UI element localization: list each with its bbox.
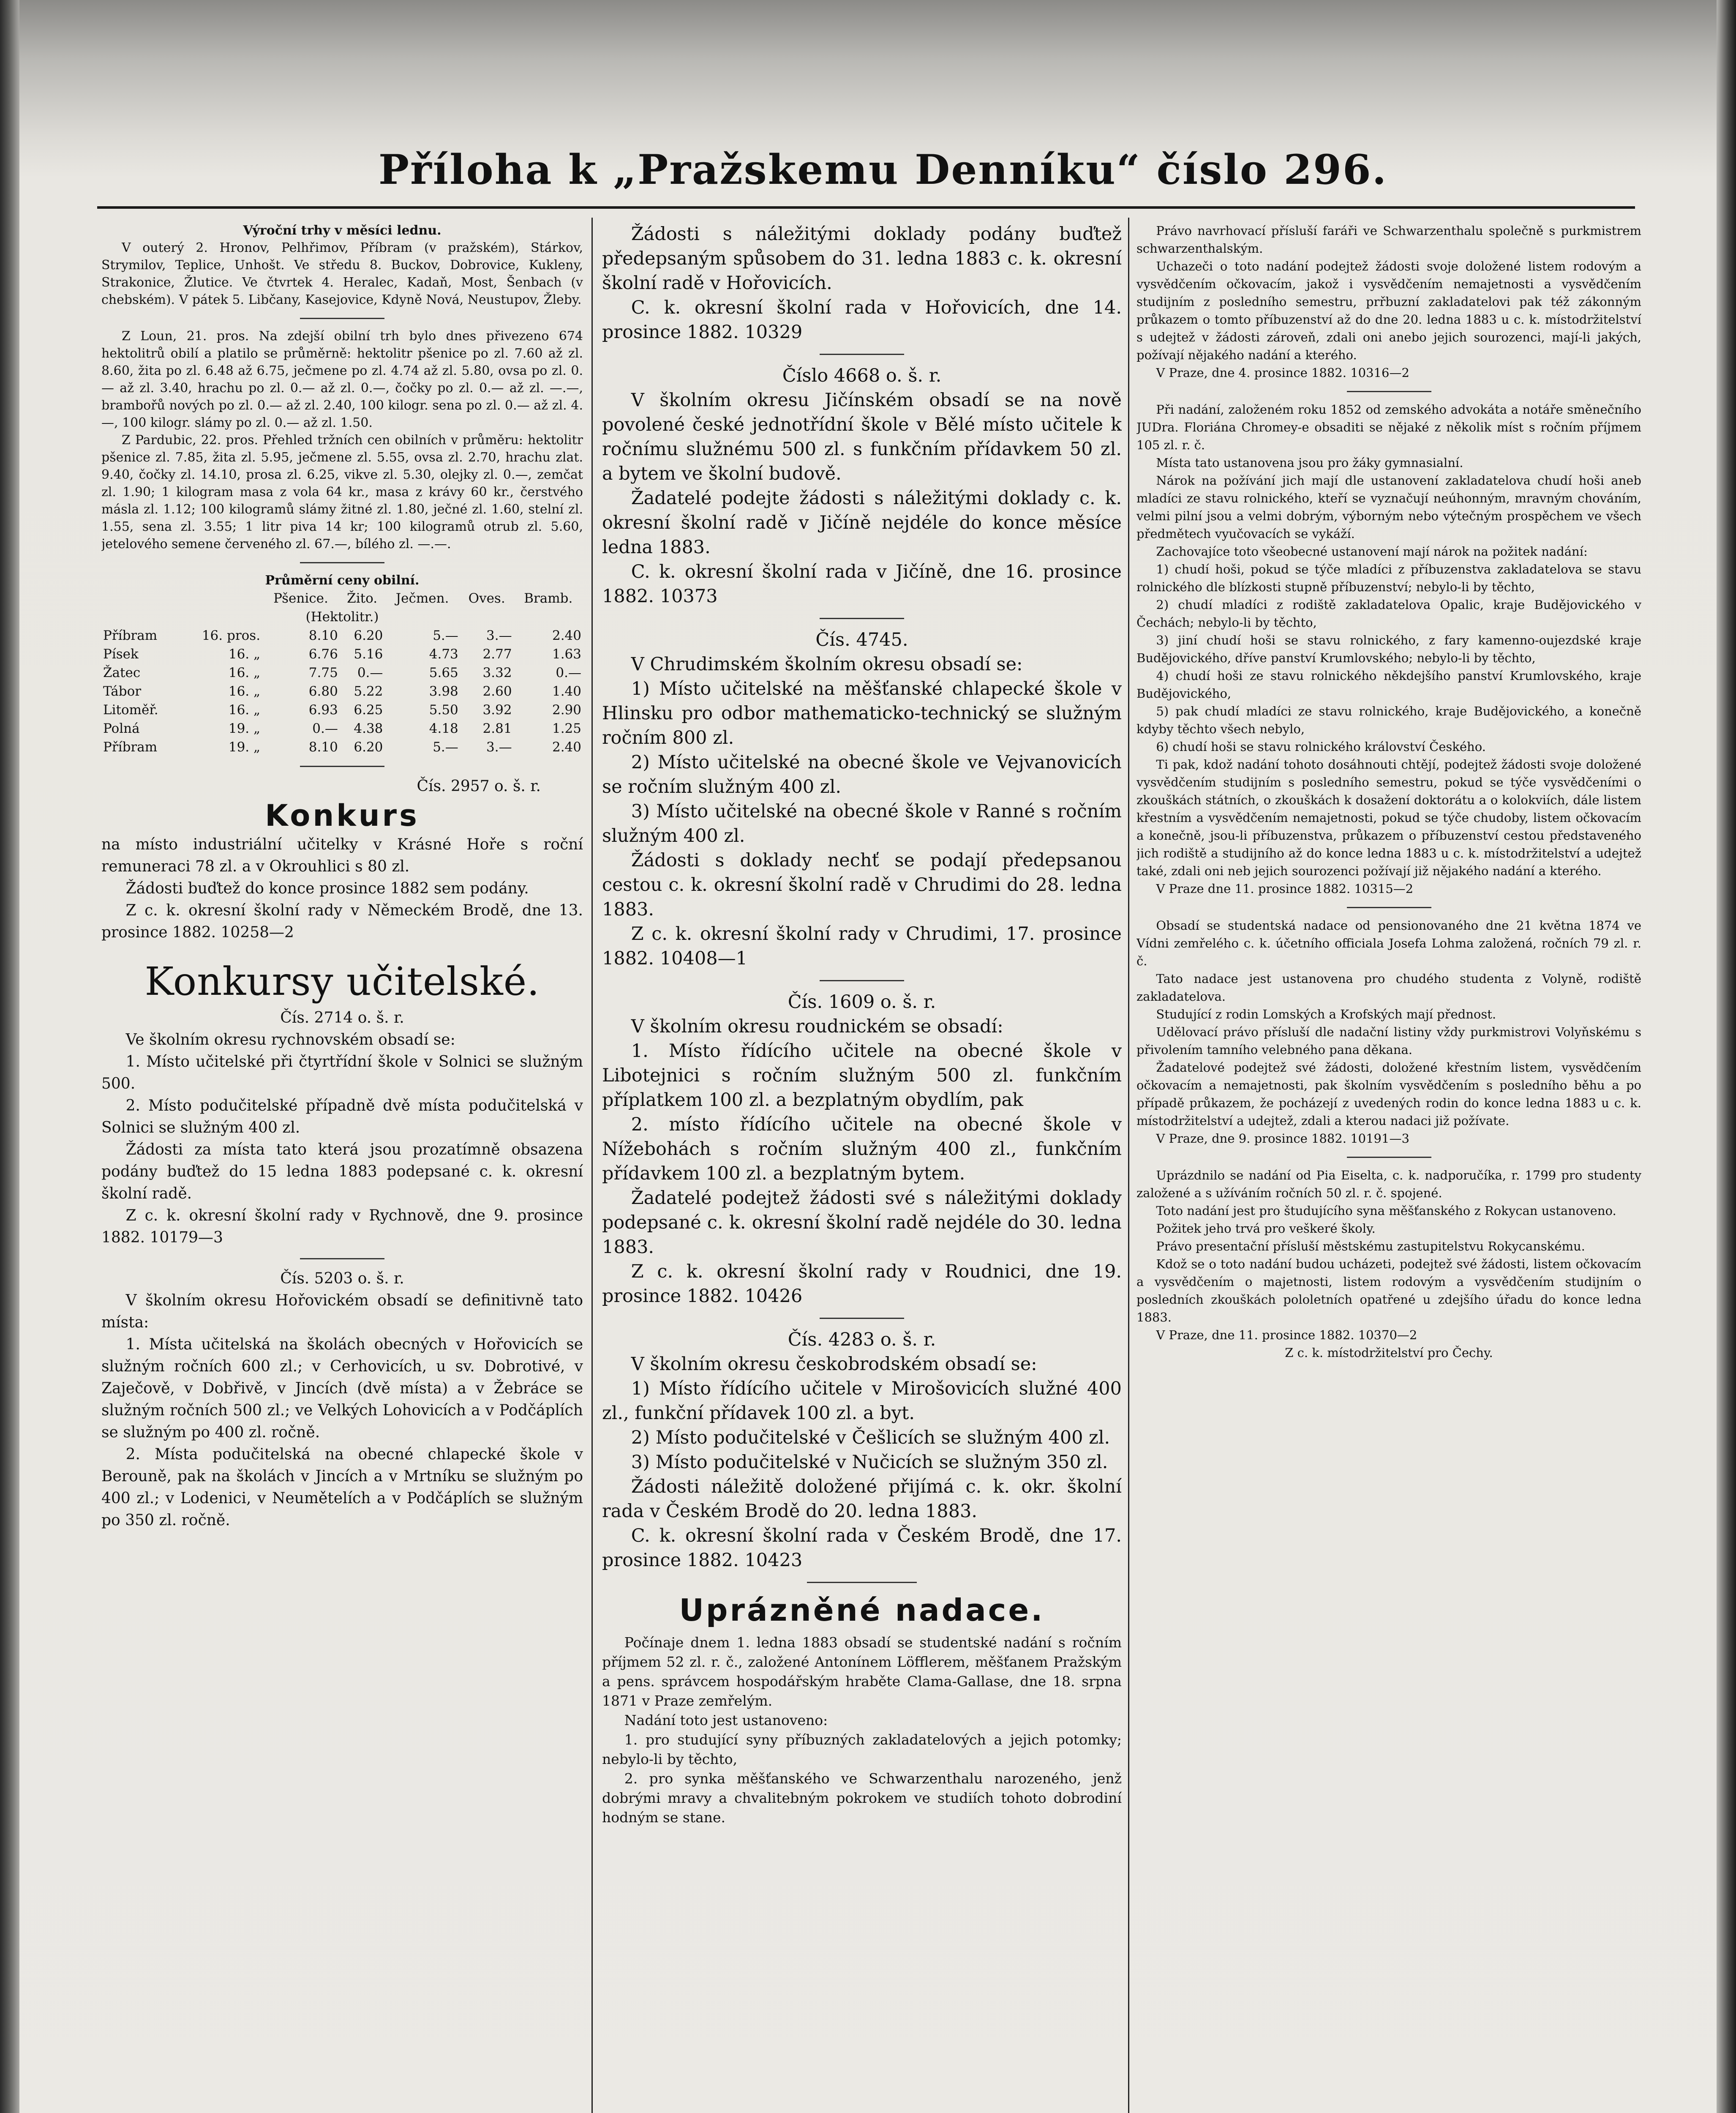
table-cell: 8.10 bbox=[308, 740, 338, 755]
separator bbox=[807, 1582, 917, 1583]
c4745-signature: Z c. k. okresní školní rady v Chrudimi, 17. prosince 1882. 10408—1 bbox=[602, 923, 1122, 969]
konkursy-ucitelske-heading: Konkursy učitelské. bbox=[144, 959, 540, 1004]
table-cell: 16. „ bbox=[228, 647, 261, 662]
table-cell: 19. „ bbox=[228, 721, 261, 736]
pardubice-report: Z Pardubic, 22. pros. Přehled tržních cen obilních v průměru: hektolitr pšenice zl. 7.85, žita zl. 5.95, ječmene zl. 5.55, ovsa zl. 2.70, hrachu zlat. 9.40, čočky zl. 14.10, prosa zl. 6.25, vikve zl. 5.30, olejky zl. 0.—, zemčat zl. 1.90; 1 kilogram masa z vola 64 kr., masa z krávy 60 kr., čerstvého másla zl. 1.12; 100 kilogramů slámy žitné zl. 1.80, ječné zl. 1.60, stelní zl. 1.55, sena zl. 3.55; 1 litr piva 14 kr; 100 kilogramů otrub zl. 5.60, jetelového semene červeného zl. 67.—, bílého zl. —.—. bbox=[101, 433, 583, 551]
table-cell: 3.— bbox=[486, 628, 512, 643]
c4668-number: Číslo 4668 o. š. r. bbox=[782, 365, 942, 386]
table-row bbox=[101, 626, 583, 645]
table-unit: (Hektolitr.) bbox=[305, 609, 379, 625]
trhy-title: Výroční trhy v měsíci lednu. bbox=[243, 223, 441, 238]
c5203-item-2: 2. Místa podučitelská na obecné chlapecké škole v Berouně, pak na školách v Jincích a v Mrtníku se služným po 400 zl.; v Lodenici, v Neumětelích a v Podčáplích se služným po 350 zl. ročně. bbox=[101, 1446, 583, 1529]
konkurs-text: na místo industriální učitelky v Krásné Hoře s roční remuneraci 78 zl. a v Okrouhlici s 80 zl. bbox=[101, 836, 583, 875]
table-row bbox=[101, 682, 583, 701]
c1609-request: Žadatelé podejtež žádosti své s náležitými doklady podepsané c. k. okresní školní radě nejdéle do 30. ledna 1883. bbox=[602, 1188, 1122, 1258]
c4745-request: Žádosti s doklady nechť se podají předepsanou cestou c. k. okresní školní radě v Chrudimi do 28. ledna 1883. bbox=[602, 850, 1122, 920]
separator bbox=[300, 562, 384, 563]
table-cell: 5.— bbox=[433, 740, 458, 755]
table-cell: 2.40 bbox=[552, 740, 581, 755]
table-cell: 7.75 bbox=[308, 665, 338, 680]
c4668-text: V školním okresu Jičínském obsadí se na nově povolené české jednotřídní škole v Bělé místo učitele k ročnímu služnému 500 zl. s funkčním přídavkem 50 zl. a bytem ve školní budově. bbox=[602, 390, 1122, 484]
table-cell: 1.25 bbox=[552, 721, 581, 736]
c1609-item-1: 1. Místo řídícího učitele na obecné škole v Libotejnici s ročním služným 500 zl. funkčním příplatkem 100 zl. a bezplatným obydlím, pak bbox=[602, 1040, 1122, 1111]
table-row bbox=[101, 663, 583, 682]
nadace-text: Počínaje dnem 1. ledna 1883 obsadí se studentské nadání s ročním příjmem 52 zl. r. č., založené Antonínem Löfflerem, měšťanem Pražským a pens. správcem hospodářským hraběte Clama-Gallase, dne 18. srpna 1871 v Praze zemřelým. bbox=[602, 1634, 1122, 1709]
table-cell: 0.— bbox=[357, 665, 383, 680]
c2714-signature: Z c. k. okresní školní rady v Rychnově, dne 9. prosince 1882. 10179—3 bbox=[101, 1207, 583, 1246]
table-cell: 16. „ bbox=[228, 702, 261, 718]
c3-p9: Tato nadace jest ustanovena pro chudého studenta z Volyně, rodiště zakladatelova. bbox=[1136, 972, 1641, 1004]
c3-p16: Právo presentační přísluší městskému zastupitelstvu Rokycanskému. bbox=[1156, 1239, 1585, 1253]
table-cell: 3.98 bbox=[429, 684, 458, 699]
separator bbox=[820, 354, 904, 355]
c2714-request: Žádosti za místa tato která jsou prozatímně obsazena podány buďtež do 15 ledna 1883 podepsané c. k. okresní školní radě. bbox=[101, 1141, 583, 1202]
table-cell: 5.50 bbox=[429, 702, 458, 718]
table-cell: 6.20 bbox=[354, 740, 383, 755]
table-cell: 4.18 bbox=[429, 721, 458, 736]
c4283-item-2: 2) Místo podučitelské v Češlicích se služným 400 zl. bbox=[631, 1427, 1110, 1448]
table-header-cell: Žito. bbox=[347, 591, 378, 606]
table-row bbox=[101, 645, 583, 663]
c1609-item-2: 2. místo řídícího učitele na obecné škole v Nížebohách s ročním služným 400 zl., funkčním přídavkem 100 zl. a bezplatným bytem. bbox=[602, 1114, 1122, 1184]
table-cell: 3.— bbox=[486, 740, 512, 755]
column-3 bbox=[1136, 222, 1641, 2113]
table-cell: 2.90 bbox=[552, 702, 581, 718]
table-cell: 5.65 bbox=[429, 665, 458, 680]
c1609-signature: Z c. k. okresní školní rady v Roudnici, dne 19. prosince 1882. 10426 bbox=[602, 1261, 1122, 1307]
table-cell: 2.81 bbox=[482, 721, 512, 736]
list-item: 6) chudí hoši se stavu rolnického království Českého. bbox=[1156, 740, 1486, 754]
c4283-intro: V školním okresu českobrodském obsadí se: bbox=[631, 1354, 1037, 1375]
hor-request: Žádosti s náležitými doklady podány buďtež předepsaným spůsobem do 31. ledna 1883 c. k. okresní školní radě v Hořovicích. bbox=[602, 224, 1122, 294]
table-cell: 2.77 bbox=[482, 647, 512, 662]
c3-p11: Udělovací právo přísluší dle nadační listiny vždy purkmistrovi Volyňskému s přivolením tamního velebného pana děkana. bbox=[1136, 1025, 1641, 1057]
c3-p1: Právo navrhovací přísluší faráři ve Schwarzenthalu společně s purkmistrem schwarzenthalským. bbox=[1136, 224, 1641, 256]
table-cell: 5.16 bbox=[354, 647, 383, 662]
c4283-item-1: 1) Místo řídícího učitele v Mirošovicích služné 400 zl., funkční přídavek 100 zl. a byt. bbox=[602, 1378, 1122, 1424]
table-cell: 16. „ bbox=[228, 684, 261, 699]
table-header-cell: Pšenice. bbox=[273, 591, 328, 606]
table-header-cell: Bramb. bbox=[524, 591, 573, 606]
c3-p8: Obsadí se studentská nadace od pensionovaného dne 21 května 1874 ve Vídni zemřelého c. k. účetního officiala Josefa Lohma založená, ročních 79 zl. r. č. bbox=[1136, 918, 1641, 968]
c3-p12-signature: V Praze, dne 9. prosince 1882. 10191—3 bbox=[1156, 1131, 1409, 1146]
c4745-item-3: 3) Místo učitelské na obecné škole v Ranné s ročním služným 400 zl. bbox=[602, 801, 1122, 846]
table-cell: 1.40 bbox=[552, 684, 581, 699]
table-cell: 3.92 bbox=[482, 702, 512, 718]
table-cell: 2.40 bbox=[552, 628, 581, 643]
konkurs-heading: Konkurs bbox=[265, 798, 420, 833]
c4283-signature: C. k. okresní školní rada v Českém Brodě, dne 17. prosince 1882. 10423 bbox=[602, 1525, 1122, 1571]
c2714-number: Čís. 2714 o. š. r. bbox=[280, 1009, 404, 1026]
scan-edge-left bbox=[0, 0, 19, 2113]
c3-footer: Z c. k. místodržitelství pro Čechy. bbox=[1285, 1346, 1493, 1360]
c3-p3: Při nadání, založeném roku 1852 od zemského advokáta a notáře směnečního JUDra. Floriána Chromey-e obsaditi se nějaké z několik míst s ročním příjmem 105 zl. r. č. bbox=[1136, 402, 1641, 452]
table-cell: 16. pros. bbox=[202, 628, 261, 643]
c3-p2-signature: V Praze, dne 4. prosince 1882. 10316—2 bbox=[1156, 366, 1409, 380]
list-item: 5) pak chudí mladíci ze stavu rolnického, kraje Budějovického, a konečně kdyby těchto všech nebylo, bbox=[1136, 704, 1641, 736]
c3-p7: Ti pak, kdož nadání tohoto dosáhnouti chtějí, podejtež žádosti svoje doložené vysvědčením studijním s posledního semestru, pokud se týče vysvědčeními o zkouškách státních, o zkouškách k dosažení doktorátu a o kolokviích, dále listem křestním a vysvědčením nemajetnosti, pokud se týče chudoby, listem očkovacím a konečně, jsou-li příbuzenstva, průkazem o příbuzenství cestou představeného jich rodiště a studijního až do konce ledna 1883 u c. k. místodržitelství a udejtež také, zdali oni neb jejich sourozenci požívají již nějakého nadání a kterého. bbox=[1136, 757, 1641, 878]
c3-p17-signature: V Praze, dne 11. prosince 1882. 10370—2 bbox=[1156, 1328, 1417, 1342]
masthead-rule bbox=[97, 206, 1635, 209]
table-cell: 5.22 bbox=[354, 684, 383, 699]
table-cell: Příbram bbox=[103, 628, 158, 643]
table-cell: Příbram bbox=[103, 740, 158, 755]
c4668-request: Žadatelé podejte žádosti s náležitými doklady c. k. okresní školní radě v Jičíně nejdéle do konce měsíce ledna 1883. bbox=[602, 488, 1122, 558]
table-cell: 6.20 bbox=[354, 628, 383, 643]
c2714-intro: Ve školním okresu rychnovském obsadí se: bbox=[125, 1031, 455, 1048]
table-cell: Tábor bbox=[103, 684, 142, 699]
c4745-item-2: 2) Místo učitelské na obecné škole ve Vejvanovicích se ročním služným 400 zl. bbox=[602, 752, 1122, 797]
table-header-cell: Ječmen. bbox=[395, 591, 449, 606]
column-2 bbox=[602, 222, 1122, 2113]
separator bbox=[1347, 1157, 1431, 1158]
nadace-rule-2: 2. pro synka měšťanského ve Schwarzenthalu narozeného, jenž dobrými mravy a chvalitebným pokrokem ve studiích tohoto dobrodiní hodným se stane. bbox=[602, 1770, 1122, 1826]
list-item: 2) chudí mladíci z rodiště zakladatelova Opalic, kraje Budějovického v Čechách; nebylo-li by těchto, bbox=[1136, 598, 1641, 630]
table-cell: 6.76 bbox=[308, 647, 338, 662]
hor-signature: C. k. okresní školní rada v Hořovicích, dne 14. prosince 1882. 10329 bbox=[602, 297, 1122, 343]
c5203-intro: V školním okresu Hořovickém obsadí se definitivně tato místa: bbox=[101, 1292, 583, 1331]
separator bbox=[300, 766, 384, 767]
c3-p13: Uprázdnilo se nadání od Pia Eiselta, c. k. nadporučíka, r. 1799 pro studenty založené a s užíváním ročních 50 zl. r. č. spojené. bbox=[1136, 1168, 1641, 1200]
c4668-signature: C. k. okresní školní rada v Jičíně, dne 16. prosince 1882. 10373 bbox=[602, 561, 1122, 607]
column-divider-1 bbox=[591, 218, 593, 2113]
c4283-number: Čís. 4283 o. š. r. bbox=[788, 1329, 936, 1350]
separator bbox=[300, 318, 384, 319]
c3-p6: Zachovajíce toto všeobecné ustanovení mají nárok na požitek nadání: bbox=[1156, 544, 1588, 559]
nadace-rights: Nadání toto jest ustanoveno: bbox=[624, 1712, 828, 1728]
c3-p10: Studující z rodin Lomských a Krofských mají přednost. bbox=[1156, 1007, 1496, 1021]
c3-p4: Místa tato ustanovena jsou pro žáky gymnasialní. bbox=[1156, 456, 1463, 470]
table-row bbox=[101, 719, 583, 738]
table-cell: 8.10 bbox=[308, 628, 338, 643]
table-header-cell: Oves. bbox=[468, 591, 505, 606]
c5203-number: Čís. 5203 o. š. r. bbox=[280, 1270, 404, 1287]
separator bbox=[1347, 391, 1431, 392]
table-cell: 0.— bbox=[312, 721, 338, 736]
column-1 bbox=[101, 222, 583, 2113]
table-cell: 6.80 bbox=[308, 684, 338, 699]
grain-price-table bbox=[101, 589, 583, 756]
separator bbox=[300, 1258, 384, 1259]
konkurs-number: Čís. 2957 o. š. r. bbox=[417, 778, 541, 795]
c3-priority-list bbox=[1136, 560, 1641, 756]
list-item: 4) chudí hoši ze stavu rolnického někdejšího panství Krumlovského, kraje Budějovického, bbox=[1136, 669, 1641, 701]
table-header-cell bbox=[180, 589, 262, 608]
table-cell: 2.60 bbox=[482, 684, 512, 699]
c1609-number: Čís. 1609 o. š. r. bbox=[788, 991, 936, 1013]
c1609-intro: V školním okresu roudnickém se obsadí: bbox=[631, 1016, 1003, 1037]
c4745-item-1: 1) Místo učitelské na měšťanské chlapecké škole v Hlinsku pro odbor mathematicko-technický se služným ročním 800 zl. bbox=[602, 678, 1122, 748]
c3-p7-signature: V Praze dne 11. prosince 1882. 10315—2 bbox=[1156, 882, 1414, 896]
table-row bbox=[101, 738, 583, 756]
c4283-request: Žádosti náležitě doložené přijímá c. k. okr. školní rada v Českém Brodě do 20. ledna 1883. bbox=[602, 1476, 1122, 1522]
separator bbox=[820, 1318, 904, 1319]
table-cell: Písek bbox=[103, 647, 139, 662]
table-cell: 6.93 bbox=[308, 702, 338, 718]
c3-p12: Žadatelové podejtež své žádosti, doložené křestním listem, vysvědčením očkovacím a nemajetnosti, pak školním vysvědčením s posledního běhu a po případě průkazem, že pocházejí z uvedených rodin do konce ledna 1883 u c. k. místodržitelství a udejtež, zdali a kterou nadaci již požívate. bbox=[1136, 1060, 1641, 1128]
c5203-item-1: 1. Místa učitelská na školách obecných v Hořovicích se služným ročních 600 zl.; v Cerhovicích, u sv. Dobrotivé, v Zaječově, v Dobřivě, v Jincích (dvě místa) a v Žebráce se služným ročních 500 zl.; ve Velkých Lohovicích a v Podčáplích se služným po 400 zl. ročně. bbox=[101, 1336, 583, 1441]
c3-p17: Kdož se o toto nadání budou ucházeti, podejtež své žádosti, listem očkovacím a vysvědčením o majetnosti, listem rodovým a vysvědčením studijním o posledních zkouškách pololetních opatřené u zdejšího úřadu do konce ledna 1883. bbox=[1136, 1257, 1641, 1324]
column-divider-2 bbox=[1128, 218, 1129, 2113]
separator bbox=[1347, 907, 1431, 908]
list-item: 1) chudí hoši, pokud se týče mladíci z příbuzenstva zakladatelova se stavu rolnického dle blízkosti stupně příbuzenství; nebylo-li by těchto, bbox=[1136, 562, 1641, 594]
c3-p14: Toto nadání jest pro študujícího syna měšťanského z Rokycan ustanoveno. bbox=[1156, 1204, 1616, 1218]
c3-p5: Nárok na požívání jich mají dle ustanovení zakladatelova chudí hoši aneb mladíci ze stavu rolnického, kteří se vyznačují neúhonným, mravným chováním, velmi pilní jsou a velmi dobrým, výborným nebo výtečným prospěchem ve všech předmětech vyučovacích se vykáží. bbox=[1136, 473, 1641, 541]
table-cell: 4.73 bbox=[429, 647, 458, 662]
table-body bbox=[101, 626, 583, 756]
list-item: 3) jiní chudí hoši se stavu rolnického, z fary kamenno-oujezdské kraje Budějovického, dříve panství Krumlovského; nebylo-li by těchto, bbox=[1136, 633, 1641, 665]
table-cell: Žatec bbox=[103, 665, 141, 680]
table-cell: 6.25 bbox=[354, 702, 383, 718]
louny-report: Z Loun, 21. pros. Na zdejší obilní trh bylo dnes přivezeno 674 hektolitrů obilí a platilo se průměrně: hektolitr pšenice po zl. 7.60 až zl. 8.60, žita po zl. 6.48 až 6.75, ječmene po zl. 4.74 až zl. 5.80, ovsa po zl. 0.— až zl. 3.40, hrachu po zl. 0.— až zl. 0.—, čočky po zl. 0.— až zl. —.—, brambořů nových po zl. 0.— až zl. 2.40, 100 kilogr. sena po zl. 0.— až zl. 4.—, 100 kilogr. slámy po zl. 0.— až zl. 1.50. bbox=[101, 329, 583, 430]
table-cell: 0.— bbox=[556, 665, 581, 680]
separator bbox=[820, 980, 904, 981]
table-header-cell bbox=[101, 589, 180, 608]
c2714-item-1: 1. Místo učitelské při čtyrtřídní škole v Solnici se služným 500. bbox=[101, 1053, 583, 1092]
c4745-intro: V Chrudimském školním okresu obsadí se: bbox=[631, 654, 1023, 675]
uprazdnene-nadace-heading: Uprázněné nadace. bbox=[679, 1592, 1045, 1628]
trhy-text: V outerý 2. Hronov, Pelhřimov, Příbram (v pražském), Stárkov, Strymilov, Teplice, Unhošt. Ve středu 8. Buckov, Dobrovice, Kukleny, Strakonice, Žlutice. Ve čtvrtek 4. Heralec, Kadaň, Most, Šenbach (v chebském). V pátek 5. Libčany, Kasejovice, Kdyně Nová, Neustupov, Žleby. bbox=[101, 240, 583, 307]
table-cell: 5.— bbox=[433, 628, 458, 643]
table-header-row bbox=[101, 589, 583, 608]
c4745-number: Čís. 4745. bbox=[815, 629, 908, 650]
table-cell: 16. „ bbox=[228, 665, 261, 680]
table-cell: 4.38 bbox=[354, 721, 383, 736]
c3-p15: Požitek jeho trvá pro veškeré školy. bbox=[1156, 1221, 1376, 1236]
c3-p2: Uchazeči o toto nadání podejtež žádosti svoje doložené listem rodovým a vysvědčením očkovacím, jakož i vysvědčením nemajetnosti a vysvědčením studijním z posledního semestru, prřbuzní zakladatelovi pak též zákonným průkazem o tomto příbuzenství až do dne 20. ledna 1883 u c. k. místodržitelství s udejtež v žádosti zároveň, zdali oni anebo jejich sourozenci, mají-li jakých, požívají nějakého nadání a kterého. bbox=[1136, 259, 1641, 362]
table-cell: 3.32 bbox=[482, 665, 512, 680]
c4283-item-3: 3) Místo podučitelské v Nučicích se služným 350 zl. bbox=[631, 1452, 1108, 1473]
c2714-item-2: 2. Místo podučitelské případně dvě místa podučitelská v Solnici se služným 400 zl. bbox=[101, 1097, 583, 1136]
nadace-rule-1: 1. pro studující syny příbuzných zakladatelových a jejich potomky; nebylo-li by těchto, bbox=[602, 1731, 1122, 1767]
table-cell: Litoměř. bbox=[103, 702, 158, 718]
konkurs-signature: Z c. k. okresní školní rady v Německém Brodě, dne 13. prosince 1882. 10258—2 bbox=[101, 902, 583, 941]
table-cell: 19. „ bbox=[228, 740, 261, 755]
table-cell: Polná bbox=[103, 721, 140, 736]
masthead: Příloha k „Pražskemu Denníku“ číslo 296. bbox=[378, 146, 1388, 194]
konkurs-deadline: Žádosti buďtež do konce prosince 1882 sem podány. bbox=[125, 880, 529, 897]
scan-edge-right bbox=[1717, 0, 1736, 2113]
table-cell: 1.63 bbox=[552, 647, 581, 662]
table-row bbox=[101, 701, 583, 719]
prices-title: Průměrní ceny obilní. bbox=[265, 573, 420, 588]
separator bbox=[820, 618, 904, 619]
